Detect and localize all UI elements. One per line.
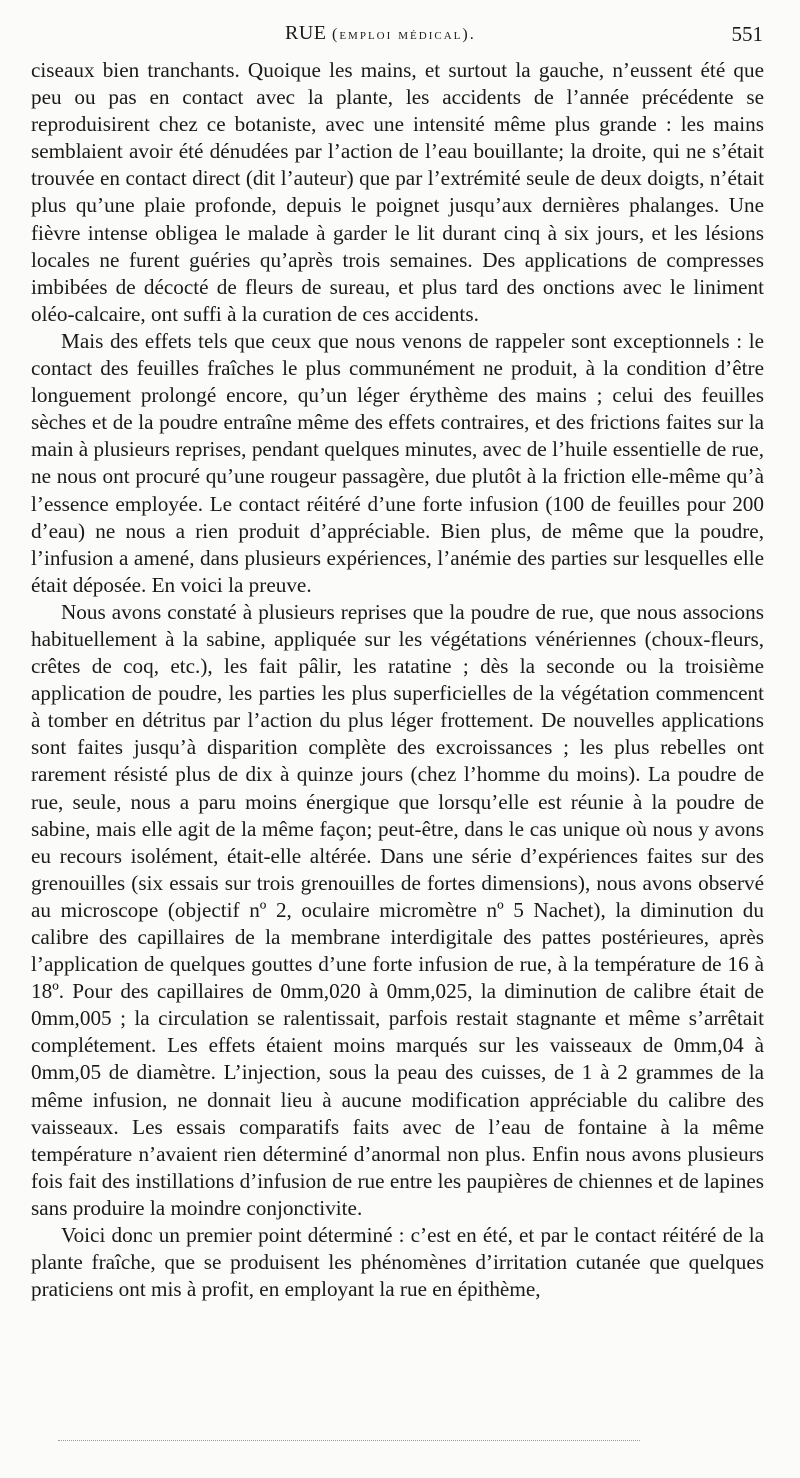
running-head-subtitle: (emploi médical). xyxy=(332,26,476,43)
page-number: 551 xyxy=(731,22,763,46)
footer-dotted-rule xyxy=(58,1440,640,1441)
running-head-title: RUE xyxy=(285,22,327,44)
paragraph-continuation: ciseaux bien tranchants. Quoique les mains, et surtout la gauche, n’eussent été que peu ou pas en contact avec la plante, les accidents de l’année précédente se reproduisirent chez ce botaniste, avec une intensité même plus grande : les mains semblaient avoir été dénudées par l’action de l’eau bouillante; la droite, qui ne s’était trouvée en contact direct (dit l’auteur) que par l’extrémité seule de deux doigts, n’était plus qu’une plaie profonde, depuis le poignet jusqu’aux dernières phalanges. Une fièvre intense obligea le malade à garder le lit durant cinq à six jours, et les lésions locales ne furent guéries qu’après trois semaines. Des applications de compresses imbibées de décocté de fleurs de sureau, et plus tard des onctions avec le liniment oléo-calcaire, ont suffi à la curation de ces accidents. xyxy=(31,58,764,326)
paragraph: Mais des effets tels que ceux que nous venons de rappeler sont exceptionnels : le contact des feuilles fraîches le plus communément ne produit, à la condition d’être longuement prolongé encore, qu’un léger érythème des mains ; celui des feuilles sèches et de la poudre entraîne même des effets contraires, et des frictions faites sur la main à plusieurs reprises, pendant quelques minutes, avec de l’huile essentielle de rue, ne nous ont procuré qu’une rougeur passagère, due plutôt à la friction elle-même qu’à l’essence employée. Le contact réitéré d’une forte infusion (100 de feuilles pour 200 d’eau) ne nous a rien produit d’appréciable. Bien plus, de même que la poudre, l’infusion a amené, dans plusieurs expériences, l’anémie des parties sur lesquelles elle était déposée. En voici la preuve. xyxy=(31,328,764,597)
paragraph: Voici donc un premier point déterminé : c’est en été, et par le contact réitéré de la plante fraîche, que se produisent les phénomènes d’irritation cutanée que quelques praticiens ont mis à profit, en employant la rue en épithème, xyxy=(31,1223,764,1302)
paragraph: Nous avons constaté à plusieurs reprises que la poudre de rue, que nous associons habituellement à la sabine, appliquée sur les végétations vénériennes (choux-fleurs, crêtes de coq, etc.), les fait pâlir, les ratatine ; dès la seconde ou la troisième application de poudre, les parties les plus superficielles de la végétation commencent à tomber en détritus par l’action du plus léger frottement. De nouvelles applications sont faites jusqu’à disparition complète des excroissances ; les plus rebelles ont rarement résisté plus de dix à quinze jours (chez l’homme du moins). La poudre de rue, seule, nous a paru moins énergique que lorsqu’elle est réunie à la poudre de sabine, mais elle agit de la même façon; peut-être, dans le cas unique où nous y avons eu recours isolément, était-elle altérée. Dans une série d’expériences faites sur des grenouilles (six essais sur trois grenouilles de fortes dimensions), nous avons observé au microscope (objectif nº 2, oculaire micromètre nº 5 Nachet), la diminution du calibre des capillaires de la membrane interdigitale des pattes postérieures, après l’application de quelques gouttes d’une forte infusion de rue, à la température de 16 à 18º. Pour des capillaires de 0mm,020 à 0mm,025, la diminution de calibre était de 0mm,005 ; la circulation se ralentissait, parfois restait stagnante et même s’arrêtait complétement. Les effets étaient moins marqués sur les vaisseaux de 0mm,04 à 0mm,05 de diamètre. L’injection, sous la peau des cuisses, de 1 à 2 grammes de la même infusion, ne donnait lieu à aucune modification appréciable du calibre des vaisseaux. Les essais comparatifs faits avec de l’eau de fontaine à la même température n’avaient rien déterminé d’anormal non plus. Enfin nous avons plusieurs fois fait des instillations d’infusion de rue entre les paupières de chiennes et de lapines sans produire la moindre conjonctivite. xyxy=(31,599,764,1220)
page-header xyxy=(0,22,800,52)
running-head xyxy=(285,22,476,45)
body-text xyxy=(31,57,764,1303)
